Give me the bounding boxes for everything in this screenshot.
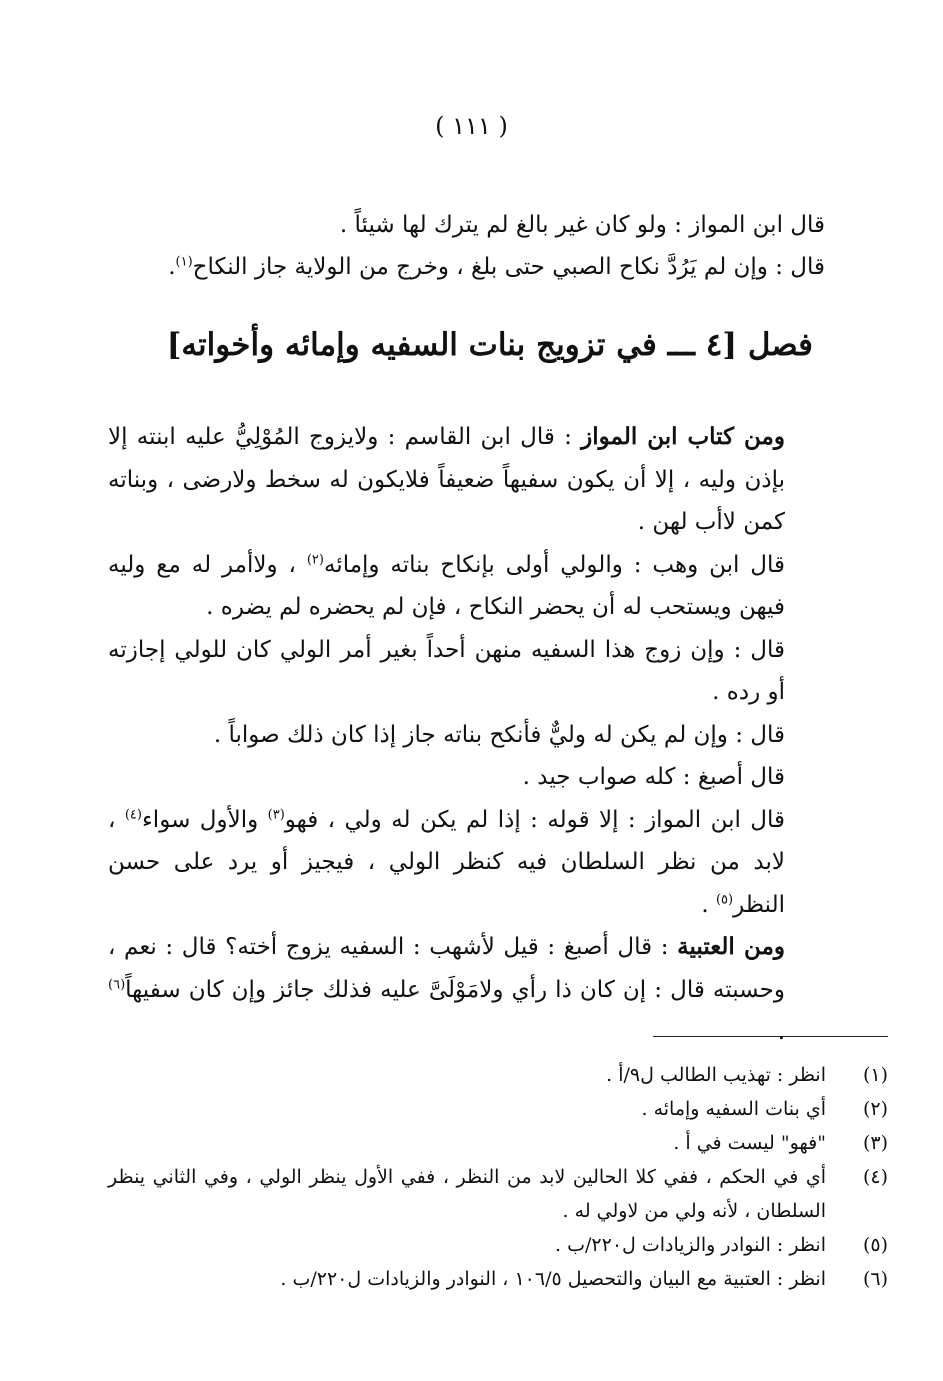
footnote-text: انظر : العتبية مع البيان والتحصيل ١٠٦/٥ ، النوادر والزيادات ل٢٢٠/ب . — [280, 1268, 826, 1290]
footnote-text: "فهو" ليست في أ . — [673, 1132, 826, 1154]
paragraph-6 — [108, 799, 825, 927]
footnote-text: انظر : النوادر والزيادات ل٢٢٠/ب . — [555, 1234, 826, 1256]
footnotes — [108, 1058, 888, 1296]
intro-line-2-end: . — [168, 254, 176, 280]
paragraph-5: قال أصبغ : كله صواب جيد . — [522, 764, 785, 790]
footnote-ref-4[interactable]: (٤) — [124, 806, 142, 822]
footnote-ref-6[interactable]: (٦) — [108, 976, 126, 992]
paragraph-1-text: : قال ابن القاسم : ولايزوج المُوْلِيُّ عليه ابنته إلا بإذن وليه ، إلا أن يكون سفيهاً ضعيفاً فلايكون له سخط ولارضى ، وبناته كمن لاأب لهن . — [108, 424, 785, 535]
footnote-divider — [653, 1036, 888, 1037]
footnote-ref-5[interactable]: (٥) — [715, 891, 734, 907]
footnote-6 — [108, 1262, 888, 1296]
footnote-number: (٣) — [862, 1132, 888, 1154]
section-heading: فصل [٤ ـــ في تزويج بنات السفيه وإمائه وأخواته] — [166, 327, 813, 363]
footnote-2 — [108, 1092, 888, 1126]
main-text — [108, 416, 825, 1054]
intro-line-2-text: قال : وإن لم يَرُدَّ نكاح الصبي حتى بلغ ، وخرج من الولاية جاز النكاح — [192, 254, 825, 280]
footnote-ref-2[interactable]: (٢) — [306, 551, 324, 567]
footnote-text: أي في الحكم ، ففي كلا الحالين لابد من النظر ، ففي الأول ينظر الولي ، وفي الثاني ينظر السلطان ، لأنه ولي من لاولي له . — [108, 1166, 826, 1222]
footnote-text: أي بنات السفيه وإمائه . — [641, 1098, 826, 1120]
paragraph-7 — [108, 926, 825, 1054]
paragraph-4: قال : وإن لم يكن له وليٌّ فأنكح بناته جاز إذا كان ذلك صواباً . — [213, 721, 785, 748]
paragraph-2-text-b: ، ولاأمر له مع وليه فيهن ويستحب له أن يحضر النكاح ، فإن لم يحضره لم يضره . — [108, 551, 785, 620]
intro-line-1: قال ابن المواز : ولو كان غير بالغ لم يترك لها شيئاً . — [339, 212, 825, 238]
footnote-number: (٥) — [862, 1234, 888, 1256]
footnote-number: (٤) — [862, 1166, 888, 1188]
paragraph-1-lead: ومن كتاب ابن المواز — [581, 423, 785, 450]
paragraph-2 — [108, 544, 825, 629]
paragraph-3: قال : وإن زوج هذا السفيه منهن أحداً بغير أمر الولي كان للولي إجازته أو رده . — [108, 636, 785, 705]
intro-block — [108, 204, 825, 288]
page-number: ( ١١١ ) — [435, 112, 508, 140]
paragraph-6-text-c: ، لابد من نظر السلطان فيه كنظر الولي ، فيجيز أو يرد على حسن النظر — [108, 806, 785, 918]
footnote-5 — [108, 1228, 888, 1262]
footnote-number: (٢) — [862, 1098, 888, 1120]
paragraph-6-text-b: والأول سواء — [141, 806, 268, 833]
footnote-ref-3[interactable]: (٣) — [267, 806, 285, 822]
paragraph-7-text-b: . — [777, 1019, 785, 1045]
paragraph-2-text-a: قال ابن وهب : والولي أولى بإنكاح بناته وإمائه — [323, 551, 785, 578]
paragraph-6-text-d: . — [701, 891, 716, 918]
paragraph-7-lead: ومن العتبية — [677, 933, 785, 960]
paragraph-6-text-a: قال ابن المواز : إلا قوله : إذا لم يكن له ولي ، فهو — [284, 806, 785, 833]
paragraph-1 — [108, 416, 825, 544]
footnote-ref-1[interactable]: (١) — [175, 254, 193, 270]
footnote-3 — [108, 1126, 888, 1160]
footnote-number: (١) — [862, 1064, 888, 1086]
intro-line-2 — [108, 246, 825, 288]
footnote-text: انظر : تهذيب الطالب ل٩/أ . — [606, 1064, 826, 1086]
footnote-4 — [108, 1160, 888, 1228]
paragraph-7-text-a: : قال أصبغ : قيل لأشهب : السفيه يزوج أخته؟ قال : نعم ، وحسبته قال : إن كان ذا رأي ولامَوْلَىَّ عليه فذلك جائز وإن كان سفيهاً — [108, 934, 785, 1003]
footnote-1 — [108, 1058, 888, 1092]
footnote-number: (٦) — [862, 1268, 888, 1290]
